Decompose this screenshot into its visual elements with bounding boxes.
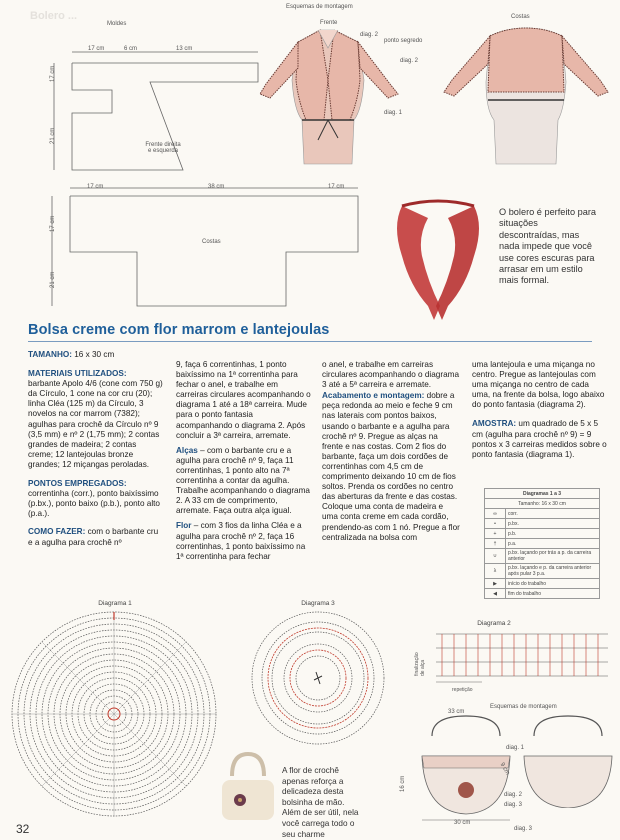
page-number: 32 — [16, 822, 30, 836]
diag2-label-b: diag. 2 — [400, 58, 419, 64]
alcas-label: Alças — [176, 445, 198, 455]
tamanho-value: 16 x 30 cm — [71, 350, 115, 359]
legend-row: início do trabalho — [506, 579, 600, 589]
dim-33cm: 33 cm — [448, 709, 465, 715]
diag1-label: diag. 1 — [384, 110, 403, 116]
diagram-1 — [8, 608, 220, 820]
amostra-label: AMOSTRA: — [472, 419, 517, 429]
dim-17cm-bside: 17 cm — [50, 215, 56, 232]
diag2-bag-label: diag. 2 — [504, 792, 523, 798]
repeticao-label: repetição — [452, 687, 473, 693]
end-arrow-icon: ◀ — [485, 589, 506, 599]
stitch-legend — [484, 488, 600, 599]
col3-paragraph-1: o anel, e trabalhe em carreiras circulares acompanhando o diagrama 3 até a 5ª carreira e arremate. — [322, 360, 459, 390]
materiais-text: barbante Apolo 4/6 (cone com 750 g) da Círculo, 1 cone na cor cru (20); linha Cléa (125 m) da Círculo, 3 novelos na cor marrom (7382); agulhas para crochê da Círculo nº 9 (3,5 mm) e nº 2 (1,75 mm); 2 contas grandes de madeira; 2 contas creme; 12 lantejoulas bronze grandes; 12 miçangas peroladas. — [28, 379, 163, 469]
red-bolero-photo — [388, 196, 488, 322]
section-title: Bolsa creme com flor marrom e lantejoulas — [28, 322, 330, 338]
bolero-note: O bolero é perfeito para situações descontraídas, mas nada impede que você use cores escuras para arrasar em um estilo mais formal. — [499, 207, 597, 286]
como-fazer-label: COMO FAZER: — [28, 527, 86, 537]
back-label: Costas — [202, 239, 221, 245]
como-fazer-text: com o barbante cru e a agulha para crochê nº — [28, 527, 159, 547]
legend-title: Diagramas 1 a 3 — [485, 489, 600, 499]
section-divider — [28, 341, 592, 342]
dim-6cm-top: 6 cm — [124, 46, 138, 52]
diag3-bag-bottom-label: diag. 3 — [514, 826, 533, 832]
costas-montage-label: Costas — [511, 14, 530, 20]
front-label: Frente direita e esquerda — [145, 142, 181, 154]
pbx-back-symbol-icon: ∪ — [485, 549, 506, 564]
diagram-3 — [236, 606, 400, 746]
finalizacao-label: finalização de alça — [414, 652, 426, 676]
bolero-back-figure — [440, 22, 610, 170]
legend-row: p.bx. laçando e p. da carreira anterior após pular 3 p.a. — [506, 564, 600, 579]
montagem-bags-title: Esquemas de montagem — [490, 704, 557, 710]
pontos-label: PONTOS EMPREGADOS: — [28, 479, 127, 489]
start-arrow-icon: ▶ — [485, 579, 506, 589]
materiais-label: MATERIAIS UTILIZADOS: — [28, 369, 127, 379]
diag2-label-a: diag. 2 — [360, 32, 379, 38]
bag-montage-back — [520, 712, 616, 808]
pa-symbol-icon: † — [485, 539, 506, 549]
corr-symbol-icon: ∞ — [485, 509, 506, 519]
legend-row: p.a. — [506, 539, 600, 549]
faded-header-title: Bolero ... — [30, 10, 78, 22]
col4-paragraph-1: uma lantejoula e uma miçanga no centro. Pregue as lantejoulas com uma miçanga no centro de cada uma, na frente da bolsa, logo abaixo do ponto fantasia (diagrama 2). — [472, 360, 605, 410]
dim-17cm-top: 17 cm — [88, 46, 105, 52]
column-2 — [176, 360, 311, 567]
diagram-2 — [432, 628, 612, 686]
pb-symbol-icon: + — [485, 529, 506, 539]
bag-photo — [218, 746, 278, 826]
diagram-1-title: Diagrama 1 — [98, 600, 132, 607]
legend-row: p.bx. laçando por trás a p. da carreira anterior — [506, 549, 600, 564]
ponto-segredo-label: ponto segredo — [384, 38, 423, 44]
dim-38cm-b: 38 cm — [208, 184, 225, 190]
pbx-skip-symbol-icon: λ — [485, 564, 506, 579]
alcas-text: – com o barbante cru e a agulha para crochê nº 9, faça 11 correntinhas, 1 ponto alto na 7ª correntinha a contar da agulha. Trabalhe acompanhando o diagrama 2. A 33 cm de comprimento, arremate. Faça outra alça igual. — [176, 445, 310, 516]
pontos-text: correntinha (corr.), ponto baixíssimo (p.bx.), ponto baixo (p.b.), ponto alto (p.a.). — [28, 489, 160, 519]
acabamento-label: Acabamento e montagem: — [322, 391, 425, 401]
diag1-bag-label: diag. 1 — [506, 745, 525, 751]
legend-row: corr. — [506, 509, 600, 519]
diagram-3-title: Diagrama 3 — [301, 600, 335, 607]
pbx-symbol-icon: • — [485, 519, 506, 529]
column-4 — [472, 360, 608, 465]
col2-paragraph-1: 9, faça 6 correntinhas, 1 ponto baixíssimo na 1ª correntinha para fechar o anel, e trabalhe em carreiras circulares acompanhando o diagrama 1 até a 18ª carreira. Mude para o ponto fantasia acompanhando o diagrama 2. Após concluir a 3ª carreira, arremate. — [176, 360, 311, 440]
moldes-title: Moldes — [107, 21, 127, 27]
dim-17cm-b2: 17 cm — [328, 184, 345, 190]
dim-9cm: 9 cm — [498, 761, 511, 777]
dim-17cm-side: 17 cm — [50, 65, 56, 82]
flor-text: – com 3 fios da linha Cléa e a agulha para crochê nº 2, faça 16 correntinhas, 1 ponto baixíssimo na 1ª correntinha para fechar — [176, 521, 306, 561]
flor-label: Flor — [176, 521, 192, 531]
legend-row: p.bx. — [506, 519, 600, 529]
dim-21cm-bside: 21 cm — [50, 271, 56, 288]
dim-21cm-side: 21 cm — [50, 127, 56, 144]
diag3-bag-label: diag. 3 — [504, 802, 523, 808]
column-3 — [322, 360, 460, 548]
dim-17cm-b1: 17 cm — [87, 184, 104, 190]
montage-title: Esquemas de montagem — [286, 4, 353, 10]
diagram-2-title: Diagrama 2 — [477, 620, 511, 627]
legend-row: p.b. — [506, 529, 600, 539]
bag-caption: A flor de crochê apenas reforça a delicadeza desta bolsinha de mão. Além de ser útil, nela você carrega todo o seu charme — [282, 766, 359, 839]
dim-30cm: 30 cm — [454, 820, 471, 826]
dim-13cm-top: 13 cm — [176, 46, 193, 52]
tamanho-label: TAMANHO: — [28, 350, 72, 359]
costas-diagram — [40, 180, 380, 310]
legend-row: fim do trabalho — [506, 589, 600, 599]
legend-subtitle: Tamanho: 16 x 30 cm — [485, 499, 600, 509]
frente-label: Frente — [320, 20, 338, 26]
amostra-text: um quadrado de 5 x 5 cm (agulha para crochê nº 9) = 9 pontos x 3 carreiras medidos sobre o ponto fantasia (diagrama 1). — [472, 419, 607, 459]
column-1 — [28, 350, 163, 553]
acabamento-text: dobre a peça redonda ao meio e feche 9 cm nas laterais com pontos baixos, usando o barbante e a agulha para crochê nº 9. Pregue as alças na frente e nas costas. Com 2 fios do barbante, faça um dois cordões de correntinhas com 4,5 cm de comprimento deixando 10 cm de fios soltos. Prenda os cordões no centro das aberturas da frente e das costas. Coloque uma conta de madeira e uma conta creme em cada cordão, prendendo-as com 1 nó. Pregue a flor centralizada na bolsa com — [322, 391, 460, 542]
dim-16cm: 16 cm — [400, 775, 406, 792]
